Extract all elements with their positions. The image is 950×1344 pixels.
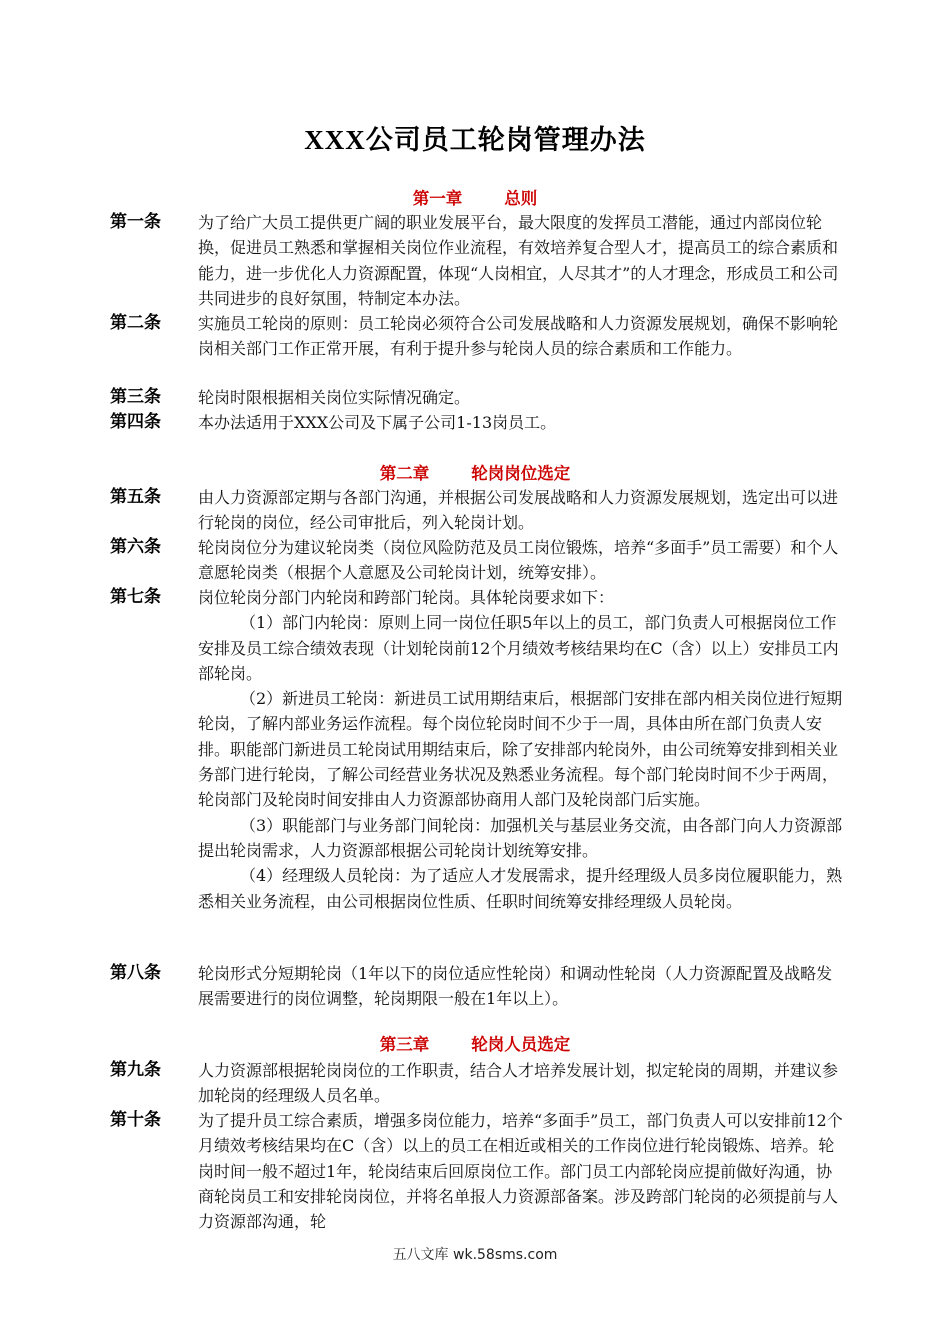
article-paragraph: （3）职能部门与业务部门间轮岗：加强机关与基层业务交流，由各部门向人力资源部提出轮岗需求，人力资源部根据公司轮岗计划统筹安排。: [198, 815, 843, 860]
article-paragraph: 为了提升员工综合素质，增强多岗位能力，培养“多面手”员工，部门负责人可以安排前12个月绩效考核结果均在C（含）以上的员工在相近或相关的工作岗位进行轮岗锻炼、培养。轮岗时间一般不超过1年，轮岗结束后回原岗位工作。部门员工内部轮岗应提前做好沟通，协商轮岗员工和安排轮岗岗位，并将名单报人力资源部备案。涉及跨部门轮岗的必须提前与人力资源部沟通，轮: [198, 1111, 843, 1232]
article-body: [198, 311, 848, 362]
article-body: [198, 485, 848, 536]
chapter-name: 轮岗人员选定: [471, 1035, 571, 1054]
article-label: 第十条: [110, 1110, 161, 1130]
article-paragraph: 轮岗形式分短期轮岗（1年以下的岗位适应性轮岗）和调动性轮岗（人力资源配置及战略发展需要进行的岗位调整，轮岗期限一般在1年以上）。: [198, 964, 833, 1009]
chapter-heading-2: [0, 460, 950, 484]
article-label: 第五条: [110, 487, 161, 507]
article-body: [198, 1108, 848, 1234]
footer-watermark: 五八文库 wk.58sms.com: [392, 1247, 558, 1263]
article-label: 第三条: [110, 387, 161, 407]
chapter-heading-3: [0, 1031, 950, 1055]
article-label: 第九条: [110, 1060, 161, 1080]
article-label: 第六条: [110, 537, 161, 557]
chapter-name: 轮岗岗位选定: [471, 464, 571, 483]
article-body: [198, 410, 848, 435]
chapter-number: 第二章: [379, 464, 430, 483]
article-paragraph: （4）经理级人员轮岗：为了适应人才发展需求，提升经理级人员多岗位履职能力，熟悉相关业务流程，由公司根据岗位性质、任职时间统筹安排经理级人员轮岗。: [198, 866, 843, 911]
article-body: [198, 1058, 848, 1109]
document-title: XXX公司员工轮岗管理办法: [304, 125, 646, 155]
article-paragraph: 实施员工轮岗的原则：员工轮岗必须符合公司发展战略和人力资源发展规划，确保不影响轮岗相关部门工作正常开展，有利于提升参与轮岗人员的综合素质和工作能力。: [198, 314, 839, 359]
article-body: [198, 535, 848, 586]
article-label: 第七条: [110, 587, 161, 607]
article-paragraph: 轮岗岗位分为建议轮岗类（岗位风险防范及员工岗位锻炼，培养“多面手”员工需要）和个人意愿轮岗类（根据个人意愿及公司轮岗计划，统筹安排）。: [198, 538, 839, 583]
chapter-number: 第一章: [412, 189, 463, 208]
article-paragraph: （2）新进员工轮岗：新进员工试用期结束后，根据部门安排在部内相关岗位进行短期轮岗，了解内部业务运作流程。每个岗位轮岗时间不少于一周，具体由所在部门负责人安排。职能部门新进员工轮岗试用期结束后，除了安排部内轮岗外，由公司统筹安排到相关业务部门进行轮岗，了解公司经营业务状况及熟悉业务流程。每个部门轮岗时间不少于两周，轮岗部门及轮岗时间安排由人力资源部协商用人部门及轮岗部门后实施。: [198, 689, 843, 810]
article-body: [198, 210, 848, 311]
article-body: [198, 961, 848, 1012]
article-paragraph: 轮岗时限根据相关岗位实际情况确定。: [198, 388, 471, 407]
article-label: 第二条: [110, 313, 161, 333]
article-paragraph: 岗位轮岗分部门内轮岗和跨部门轮岗。具体轮岗要求如下：: [198, 588, 615, 607]
article-label: 第八条: [110, 963, 161, 983]
chapter-number: 第三章: [379, 1035, 430, 1054]
chapter-heading-1: [0, 185, 950, 209]
article-label: 第四条: [110, 412, 161, 432]
article-paragraph: （1）部门内轮岗：原则上同一岗位任职5年以上的员工，部门负责人可根据岗位工作安排及员工综合绩效表现（计划轮岗前12个月绩效考核结果均在C（含）以上）安排员工内部轮岗。: [198, 613, 839, 683]
article-paragraph: 为了给广大员工提供更广阔的职业发展平台，最大限度的发挥员工潜能，通过内部岗位轮换，促进员工熟悉和掌握相关岗位作业流程，有效培养复合型人才，提高员工的综合素质和能力，进一步优化人力资源配置，体现“人岗相宜，人尽其才”的人才理念，形成员工和公司共同进步的良好氛围，特制定本办法。: [198, 213, 839, 308]
article-paragraph: 人力资源部根据轮岗岗位的工作职责，结合人才培养发展计划，拟定轮岗的周期，并建议参加轮岗的经理级人员名单。: [198, 1061, 839, 1106]
chapter-name: 总则: [504, 189, 538, 208]
article-paragraph: 由人力资源部定期与各部门沟通，并根据公司发展战略和人力资源发展规划，选定出可以进行轮岗的岗位，经公司审批后，列入轮岗计划。: [198, 488, 839, 533]
article-paragraph: 本办法适用于XXX公司及下属子公司1-13岗员工。: [198, 413, 557, 432]
article-label: 第一条: [110, 212, 161, 232]
article-body: [198, 385, 848, 410]
article-body: [198, 585, 848, 914]
